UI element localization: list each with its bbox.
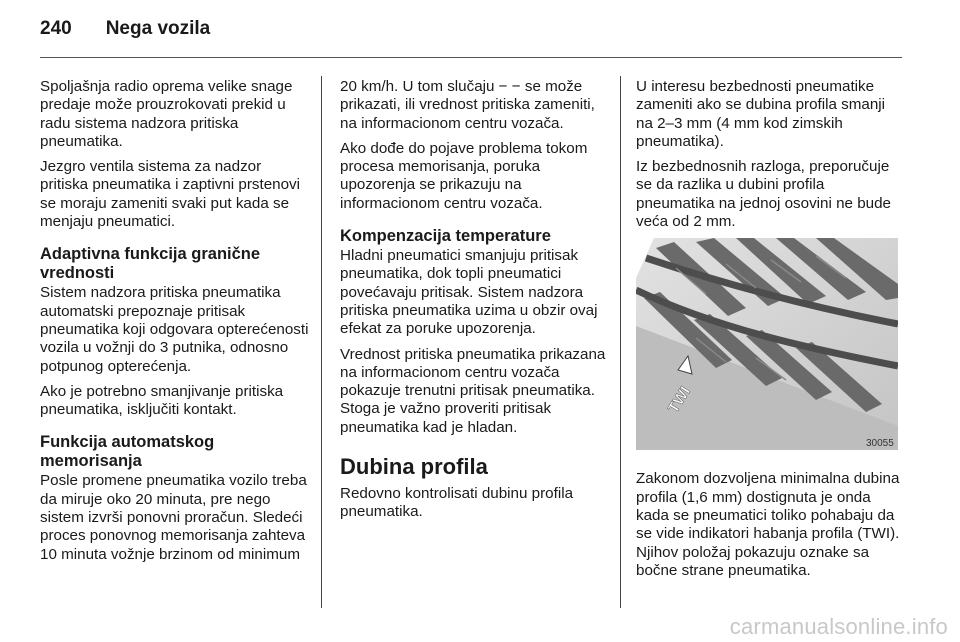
header-rule bbox=[40, 57, 902, 58]
page-number: 240 bbox=[40, 18, 72, 39]
tire-tread-illustration bbox=[636, 238, 898, 450]
paragraph: U interesu bezbednosti pneumatike zameniti ako se dubina profila smanji na 2–3 mm (4 mm kod zimskih pneumatika). bbox=[636, 78, 886, 150]
twi-label: TWI bbox=[664, 384, 694, 417]
paragraph: 20 km/h. U tom slučaju − − se može prikazati, ili vrednost pritiska zameniti, na informacionom centru vozača. bbox=[340, 78, 595, 132]
section-heading-adaptive: Adaptivna funkcija granične vrednosti bbox=[40, 245, 261, 283]
paragraph: Zakonom dozvoljena minimalna dubina profila (1,6 mm) dostignuta je onda kada se pneumatici toliko pohabaju da se vide indikatori habanja profila (TWI). Njihov položaj pokazuju oznake sa bočne strane pneumatika. bbox=[636, 470, 900, 579]
chapter-title: Nega vozila bbox=[105, 18, 211, 39]
paragraph: Sistem nadzora pritiska pneumatika automatski prepoznaje pritisak pneumatika koji odgovara opterećenosti vozila u vožnji do 3 putnika, odnosno potpunog opterećenja. bbox=[40, 284, 309, 375]
paragraph: Ako je potrebno smanjivanje pritiska pneumatika, isključiti kontakt. bbox=[40, 382, 284, 419]
figure-code: 30055 bbox=[866, 438, 894, 450]
paragraph: Posle promene pneumatika vozilo treba da miruje oko 20 minuta, pre nego sistem izvrši ponovni proračun. Sledeći proces ponovnog memorisanja zahteva 10 minuta vožnje brzinom od minimum bbox=[40, 472, 307, 563]
column-1 bbox=[40, 78, 310, 571]
column-2 bbox=[340, 78, 610, 529]
tire-tread-figure bbox=[636, 238, 898, 450]
paragraph: Spoljašnja radio oprema velike snage predaje može prouzrokovati prekid u radu sistema nadzora pritiska pneumatika. bbox=[40, 78, 293, 150]
paragraph: Vrednost pritiska pneumatika prikazana na informacionom centru vozača pokazuje trenutni pritisak pneumatika. Stoga je važno proveriti pritisak pneumatika kad je hladan. bbox=[340, 345, 606, 436]
section-heading-tread-depth: Dubina profila bbox=[340, 454, 488, 480]
paragraph: Jezgro ventila sistema za nadzor pritiska pneumatika i zaptivni prstenovi se moraju zameniti svaki put kada se menjaju pneumatici. bbox=[40, 158, 300, 231]
watermark: carmanualsonline.info bbox=[729, 614, 948, 639]
section-heading-auto-memory: Funkcija automatskog memorisanja bbox=[40, 433, 215, 471]
paragraph: Iz bezbednosnih razloga, preporučuje se da razlika u dubini profila pneumatika na jednoj osovini ne bude veća od 2 mm. bbox=[636, 158, 891, 231]
paragraph: Hladni pneumatici smanjuju pritisak pneumatika, dok topli pneumatici povećavaju pritisak. Sistem nadzora pritiska pneumatika uzima u obzir ovaj efekat za poruke upozorenja. bbox=[340, 247, 598, 338]
section-heading-temperature: Kompenzacija temperature bbox=[340, 227, 551, 246]
column-divider-2 bbox=[620, 76, 621, 608]
column-3 bbox=[636, 78, 904, 587]
column-divider-1 bbox=[321, 76, 322, 608]
paragraph: Redovno kontrolisati dubinu profila pneumatika. bbox=[340, 485, 574, 521]
page-header bbox=[40, 18, 210, 48]
paragraph: Ako dođe do pojave problema tokom procesa memorisanja, poruka upozorenja se prikazuju na informacionom centru vozača. bbox=[340, 139, 588, 212]
